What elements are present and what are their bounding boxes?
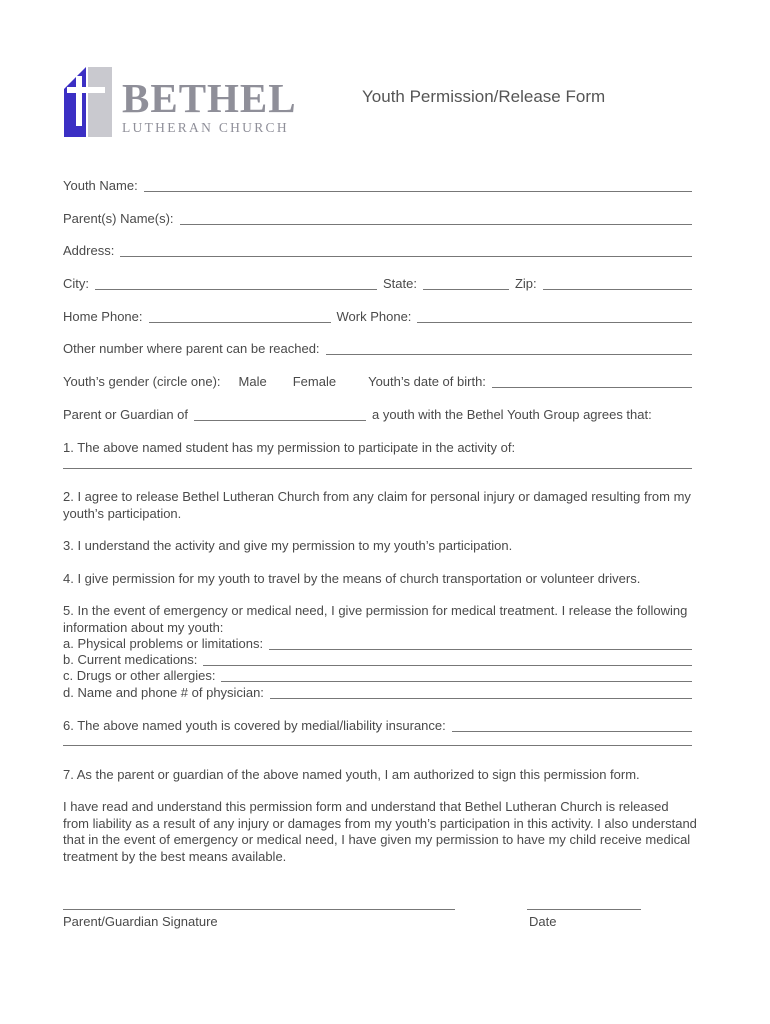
guardian-row [63, 407, 692, 423]
address-row [63, 243, 692, 259]
state-label: State: [383, 276, 417, 291]
logo-wordmark: BETHEL [122, 75, 297, 121]
address-label: Address: [63, 243, 115, 258]
guardian-agrees-label: a youth with the Bethel Youth Group agrees that: [372, 407, 652, 422]
date-label: Date [529, 914, 557, 929]
page-title: Youth Permission/Release Form [362, 87, 606, 106]
item-6-row [63, 718, 692, 734]
youth-name-label: Youth Name: [63, 178, 138, 193]
gender-female-option[interactable]: Female [292, 374, 337, 389]
activity-field[interactable] [63, 468, 692, 469]
work-phone-label: Work Phone: [336, 309, 412, 324]
other-number-row [63, 341, 692, 357]
other-number-field[interactable] [326, 354, 692, 355]
item-5a-row [63, 636, 692, 652]
allergies-label: c. Drugs or other allergies: [63, 668, 216, 683]
state-field[interactable] [423, 289, 509, 290]
item-1-text: 1. The above named student has my permission to participate in the activity of: [63, 440, 516, 455]
youth-name-field[interactable] [144, 191, 692, 192]
address-field[interactable] [120, 256, 692, 257]
physical-problems-label: a. Physical problems or limitations: [63, 636, 264, 651]
item-2-text: 2. I agree to release Bethel Lutheran Church from any claim for personal injury or damaged resulting from my youth’s participation. [63, 489, 691, 521]
item-5c-row [63, 668, 692, 684]
zip-field[interactable] [543, 289, 692, 290]
parents-name-field[interactable] [180, 224, 692, 225]
gender-label: Youth’s gender (circle one): [63, 374, 221, 389]
current-medications-label: b. Current medications: [63, 652, 198, 667]
guardian-of-label: Parent or Guardian of [63, 407, 189, 422]
physician-field[interactable] [270, 698, 692, 699]
signature-field[interactable] [63, 909, 455, 910]
current-medications-field[interactable] [203, 665, 692, 666]
gender-male-option[interactable]: Male [238, 374, 267, 389]
parents-name-row [63, 211, 692, 227]
item-3-text: 3. I understand the activity and give my permission to my youth’s participation. [63, 538, 513, 553]
insurance-field-continued[interactable] [63, 745, 692, 746]
city-field[interactable] [95, 289, 377, 290]
city-label: City: [63, 276, 89, 291]
item-4-text: 4. I give permission for my youth to travel by the means of church transportation or volunteer drivers. [63, 571, 641, 586]
home-phone-field[interactable] [149, 322, 331, 323]
guardian-youth-field[interactable] [194, 420, 366, 421]
release-statement: I have read and understand this permission form and understand that Bethel Lutheran Church is released from liability as a result of any injury or damages from my youth’s participation in this activity. I also understand that in the event of emergency or medical need, I have given my permission to have my child receive medical treatment by the best means available. [63, 799, 697, 864]
item-7-text: 7. As the parent or guardian of the above named youth, I am authorized to sign this permission form. [63, 767, 640, 782]
youth-name-row [63, 178, 692, 194]
physician-label: d. Name and phone # of physician: [63, 685, 264, 700]
city-state-zip-row [63, 276, 692, 292]
dob-field[interactable] [492, 387, 692, 388]
physical-problems-field[interactable] [269, 649, 692, 650]
insurance-field[interactable] [452, 731, 692, 732]
work-phone-field[interactable] [417, 322, 692, 323]
item-6-text: 6. The above named youth is covered by medial/liability insurance: [63, 718, 446, 733]
item-5d-row [63, 685, 692, 701]
parents-name-label: Parent(s) Name(s): [63, 211, 174, 226]
item-5b-row [63, 652, 692, 668]
signature-label: Parent/Guardian Signature [63, 914, 218, 929]
logo-subtitle: LUTHERAN CHURCH [122, 120, 289, 135]
item-5-text: 5. In the event of emergency or medical need, I give permission for medical treatment. I release the following information about my youth: [63, 603, 688, 635]
allergies-field[interactable] [221, 681, 692, 682]
other-number-label: Other number where parent can be reached: [63, 341, 320, 356]
date-field[interactable] [527, 909, 641, 910]
gender-dob-row [63, 374, 692, 390]
dob-label: Youth’s date of birth: [368, 374, 486, 389]
home-phone-label: Home Phone: [63, 309, 143, 324]
zip-label: Zip: [514, 276, 537, 291]
phone-row [63, 309, 692, 325]
